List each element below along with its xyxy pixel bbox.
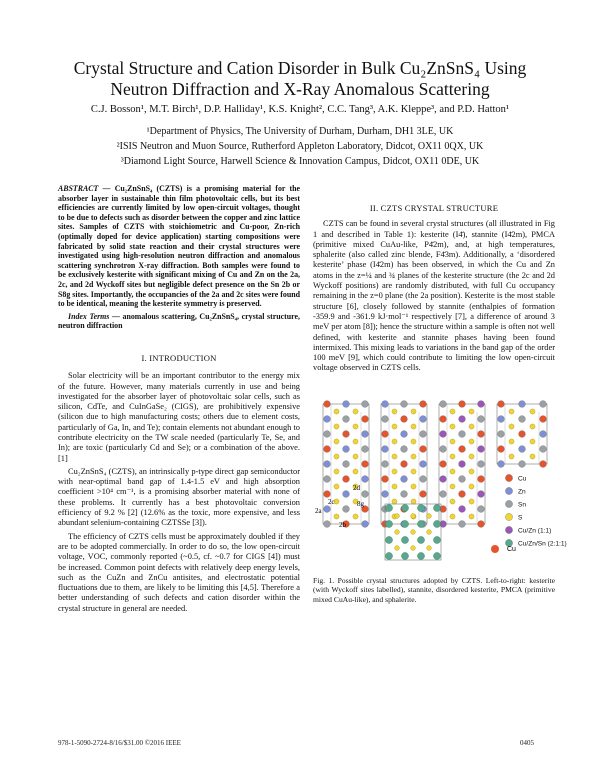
cation-atom bbox=[498, 461, 505, 468]
cation-atom bbox=[440, 431, 447, 438]
sulfur-atom bbox=[411, 514, 416, 519]
cation-atom bbox=[420, 461, 427, 468]
cation-atom bbox=[420, 446, 427, 453]
mixed-cation-atom bbox=[417, 504, 424, 511]
cation-atom bbox=[401, 446, 408, 453]
cation-atom bbox=[362, 446, 369, 453]
mixed-cation-atom bbox=[385, 536, 392, 543]
cation-atom bbox=[440, 446, 447, 453]
sulfur-atom bbox=[450, 439, 455, 444]
sulfur-atom bbox=[353, 514, 358, 519]
legend-label: Cu/Zn/Sn (2:1:1) bbox=[518, 540, 567, 548]
cation-atom bbox=[324, 416, 331, 423]
cation-atom bbox=[478, 446, 485, 453]
cation-atom bbox=[362, 491, 369, 498]
legend-label: S bbox=[518, 514, 523, 522]
figure-caption: Fig. 1. Possible crystal structures adopted by CZTS. Left-to-right: kesterite (with Wyckoff sites labelled), stannite, disordered kesterite, PMCA (primitive mixed CuAu-like), and sphalerite. bbox=[313, 576, 555, 604]
abstract bbox=[58, 184, 300, 309]
cation-atom bbox=[459, 521, 466, 528]
mixed-cation-atom bbox=[385, 520, 392, 527]
cation-atom bbox=[324, 521, 331, 528]
mixed-cation-atom bbox=[401, 552, 408, 559]
mixed-cation-atom bbox=[385, 504, 392, 511]
intro-paragraph-3: The efficiency of CZTS cells must be approximately doubled if they are to be adopted commercially. In order to do so, the low open-circuit voltage, VOC, commonly reported (~0.5, cf. ~0.7 for CIGS [4]) must be increased. Common point defects with relatively deep energy levels, such as the CuZn and ZnCu antisites, and electrostatic potential fluctuations due to them, are likely to be limiting this [4,5]. Therefore a better understanding of such defects and cation disorder within the crystal structure in general are needed. bbox=[58, 531, 300, 613]
cation-atom bbox=[478, 476, 485, 483]
sulfur-atom bbox=[334, 424, 339, 429]
legend-swatch bbox=[505, 513, 512, 520]
sulfur-atom bbox=[530, 454, 535, 459]
sulfur-atom bbox=[334, 484, 339, 489]
sulfur-atom bbox=[450, 424, 455, 429]
cation-atom bbox=[478, 491, 485, 498]
mixed-cation-atom bbox=[401, 520, 408, 527]
cation-atom bbox=[420, 491, 427, 498]
cation-atom bbox=[459, 491, 466, 498]
cation-atom bbox=[498, 446, 505, 453]
legend-label: Sn bbox=[518, 501, 527, 509]
cation-atom bbox=[324, 491, 331, 498]
cation-atom bbox=[324, 401, 331, 408]
cation-atom bbox=[324, 506, 331, 513]
sulfur-atom bbox=[353, 424, 358, 429]
sulfur-atom bbox=[395, 546, 400, 551]
mixed-cation-atom bbox=[433, 552, 440, 559]
cation-atom bbox=[343, 461, 350, 468]
cation-atom bbox=[478, 506, 485, 513]
cation-atom bbox=[362, 416, 369, 423]
site-label-2a: 2a bbox=[315, 507, 322, 515]
right-column bbox=[313, 203, 555, 377]
sulfur-atom bbox=[469, 409, 474, 414]
sulfur-atom bbox=[530, 409, 535, 414]
sulfur-atom bbox=[469, 424, 474, 429]
abstract-lead: ABSTRACT — bbox=[58, 184, 111, 193]
cation-atom bbox=[343, 491, 350, 498]
sulfur-atom bbox=[411, 546, 416, 551]
cation-atom bbox=[440, 416, 447, 423]
cation-atom bbox=[382, 461, 389, 468]
cation-atom bbox=[324, 446, 331, 453]
cation-atom bbox=[324, 431, 331, 438]
sulfur-atom bbox=[334, 469, 339, 474]
cation-atom bbox=[519, 461, 526, 468]
cation-atom bbox=[382, 491, 389, 498]
footer-page-number: 0405 bbox=[520, 739, 534, 747]
sulfur-atom bbox=[427, 530, 432, 535]
sulfur-atom bbox=[450, 514, 455, 519]
cation-atom bbox=[540, 446, 547, 453]
legend-label: Cu/Zn (1:1) bbox=[518, 527, 552, 535]
affiliation-3: ³Diamond Light Source, Harwell Science & Innovation Campus, Didcot, OX11 0DE, UK bbox=[120, 156, 480, 167]
site-label-8g: 8g bbox=[357, 500, 364, 508]
cation-atom bbox=[401, 431, 408, 438]
sulfur-atom bbox=[450, 454, 455, 459]
index-terms-lead: Index Terms — bbox=[68, 311, 120, 321]
site-labels bbox=[315, 484, 365, 529]
affiliation-2: ²ISIS Neutron and Muon Source, Rutherford Appleton Laboratory, Didcot, OX11 0QX, UK bbox=[116, 141, 484, 152]
cation-atom bbox=[440, 506, 447, 513]
sulfur-atom bbox=[450, 499, 455, 504]
cation-atom bbox=[498, 401, 505, 408]
mixed-cation-atom bbox=[433, 520, 440, 527]
sulfur-atom bbox=[509, 454, 514, 459]
cation-atom bbox=[478, 461, 485, 468]
mixed-cation-atom bbox=[433, 504, 440, 511]
site-label-2d: 2d bbox=[353, 484, 360, 492]
sulfur-atom bbox=[530, 424, 535, 429]
cation-atom bbox=[459, 416, 466, 423]
sulfur-atom bbox=[334, 409, 339, 414]
cation-atom bbox=[459, 446, 466, 453]
cation-atom bbox=[498, 416, 505, 423]
cation-atom bbox=[362, 461, 369, 468]
cation-atom bbox=[519, 416, 526, 423]
cation-atom bbox=[420, 416, 427, 423]
cation-atom bbox=[459, 476, 466, 483]
sulfur-atom bbox=[411, 499, 416, 504]
cation-atom bbox=[343, 476, 350, 483]
cation-atom bbox=[440, 461, 447, 468]
cation-atom bbox=[540, 431, 547, 438]
sulfur-atom bbox=[395, 514, 400, 519]
cation-atom bbox=[382, 416, 389, 423]
cation-atom bbox=[478, 521, 485, 528]
cation-atom bbox=[459, 461, 466, 468]
sulfur-atom bbox=[509, 424, 514, 429]
cation-atom bbox=[440, 491, 447, 498]
sulfur-atom bbox=[353, 469, 358, 474]
sulfur-atom bbox=[469, 454, 474, 459]
cation-atom bbox=[478, 416, 485, 423]
cation-atom bbox=[324, 461, 331, 468]
legend-swatch bbox=[505, 474, 512, 481]
cation-atom bbox=[459, 401, 466, 408]
site-label-2b: 2b bbox=[339, 521, 346, 529]
sulfur-atom bbox=[411, 484, 416, 489]
sulfur-atom bbox=[334, 514, 339, 519]
mixed-cation-atom bbox=[433, 536, 440, 543]
cation-atom bbox=[401, 401, 408, 408]
cation-atom bbox=[459, 506, 466, 513]
mixed-cation-atom bbox=[417, 552, 424, 559]
cation-atom bbox=[420, 431, 427, 438]
legend-swatch bbox=[505, 500, 512, 507]
sulfur-atom bbox=[334, 499, 339, 504]
mixed-cation-atom bbox=[385, 552, 392, 559]
cation-atom bbox=[540, 461, 547, 468]
mixed-cation-atom bbox=[417, 520, 424, 527]
cation-atom bbox=[343, 401, 350, 408]
cation-atom bbox=[459, 431, 466, 438]
cation-atom bbox=[519, 446, 526, 453]
cation-atom bbox=[420, 401, 427, 408]
sulfur-atom bbox=[427, 546, 432, 551]
sulfur-atom bbox=[392, 454, 397, 459]
cation-atom bbox=[440, 401, 447, 408]
cation-atom bbox=[478, 431, 485, 438]
sulfur-atom bbox=[392, 499, 397, 504]
affiliation-1: ¹Department of Physics, The University of Durham, Durham, DH1 3LE, UK bbox=[146, 126, 454, 137]
structure-paragraph: CZTS can be found in several crystal structures (all illustrated in Fig 1 and described in Table 1): kesterite (I4̄), stannite (I4̄2m), PMCA (primitive mixed CuAu-like, P4̄2m), and, at high temperatures, sphalerite (also called zinc blende, F4̄3m). Additionally, a ‘disordered kesterite’ phase (I4̄2m) has been observed, in which the Cu and Zn atoms in the z=¼ and ¾ planes of the kesterite structure (the 2c and 2d Wyckoff positions) are randomly distributed, with full Cu occupancy remaining in the z=0 plane (the 2a position). Kesterite is the most stable structure [6], closely followed by stannite (enthalpies of formation -359.9 and -361.9 kJ·mol⁻¹ respectively [7], a difference of around 3 meV per atom [8]); hence the structure within a sample is often not well defined, with kesterite and stannite phases having been found intermixed. This mixing leads to variations in the band gap of the order 100 meV [9], which could contribute to limiting the low open-circuit voltage observed in CZTS cells. bbox=[313, 219, 555, 373]
sulfur-atom bbox=[469, 469, 474, 474]
sulfur-atom bbox=[392, 484, 397, 489]
sulfur-atom bbox=[450, 409, 455, 414]
sulfur-atom bbox=[411, 469, 416, 474]
legend-overflow-spacer bbox=[485, 538, 560, 568]
cation-atom bbox=[343, 416, 350, 423]
intro-paragraph-2: Cu₂ZnSnS₄ (CZTS), an intrinsically p-type direct gap semiconductor with near-optimal band gap of 1.4-1.5 eV and high absorption coefficient >10⁴ cm⁻¹, is a promising absorber material with none of these problems. It currently has a best photovoltaic conversion efficiency of 9.2 % [2] (12.6% as the toxic, more expensive, and less abundant selenium-containing CZTSSe [3]). bbox=[58, 466, 300, 528]
index-terms bbox=[58, 312, 300, 331]
legend-label: Zn bbox=[518, 488, 526, 496]
sulfur-atom bbox=[353, 439, 358, 444]
cation-atom bbox=[382, 446, 389, 453]
sulfur-atom bbox=[411, 530, 416, 535]
sulfur-atom bbox=[427, 514, 432, 519]
cation-atom bbox=[362, 401, 369, 408]
cation-atom bbox=[382, 476, 389, 483]
cation-atom bbox=[382, 401, 389, 408]
structure-models bbox=[323, 401, 567, 560]
cation-atom bbox=[540, 416, 547, 423]
sulfur-atom bbox=[450, 484, 455, 489]
sulfur-atom bbox=[469, 439, 474, 444]
sulfur-atom bbox=[395, 530, 400, 535]
sulfur-atom bbox=[411, 439, 416, 444]
cation-atom bbox=[401, 476, 408, 483]
footer-isbn: 978-1-5090-2724-8/16/$31.00 ©2016 IEEE bbox=[58, 739, 181, 747]
cation-atom bbox=[324, 476, 331, 483]
sulfur-atom bbox=[411, 409, 416, 414]
cation-atom bbox=[519, 401, 526, 408]
mixed-cation-atom bbox=[417, 536, 424, 543]
sulfur-atom bbox=[392, 424, 397, 429]
cation-atom bbox=[401, 491, 408, 498]
cation-atom bbox=[362, 476, 369, 483]
sulfur-atom bbox=[392, 439, 397, 444]
cation-atom bbox=[540, 401, 547, 408]
sulfur-atom bbox=[469, 484, 474, 489]
sulfur-atom bbox=[392, 409, 397, 414]
cation-atom bbox=[343, 431, 350, 438]
cation-atom bbox=[519, 431, 526, 438]
cation-atom bbox=[362, 431, 369, 438]
sulfur-atom bbox=[411, 424, 416, 429]
cation-atom bbox=[498, 431, 505, 438]
sulfur-atom bbox=[509, 439, 514, 444]
legend-label: Cu bbox=[518, 475, 527, 483]
title-line-2: Neutron Diffraction and X-Ray Anomalous Scattering bbox=[110, 79, 490, 99]
cation-atom bbox=[440, 476, 447, 483]
cation-atom bbox=[401, 461, 408, 468]
sulfur-atom bbox=[411, 454, 416, 459]
author-list: C.J. Bosson¹, M.T. Birch¹, D.P. Halliday¹, K.S. Knight², C.C. Tang³, A.K. Kleppe³, and P.D. Hatton¹ bbox=[90, 104, 510, 115]
section-heading-crystal-structure: II. CZTS CRYSTAL STRUCTURE bbox=[369, 203, 499, 213]
mixed-cation-atom bbox=[401, 536, 408, 543]
sulfur-atom bbox=[334, 454, 339, 459]
sulfur-atom bbox=[334, 439, 339, 444]
mixed-cation-atom bbox=[401, 504, 408, 511]
section-heading-introduction: I. INTRODUCTION bbox=[141, 352, 217, 363]
sulfur-atom bbox=[469, 514, 474, 519]
legend-swatch bbox=[505, 526, 512, 533]
cation-atom bbox=[478, 401, 485, 408]
index-terms-body: anomalous scattering, Cu₂ZnSnS₄, crystal structure, neutron diffraction bbox=[58, 311, 300, 331]
legend-label-cu: Cu bbox=[507, 546, 516, 553]
intro-paragraph-1: Solar electricity will be an important contributor to the energy mix of the future. However, many materials currently in use and being investigated for the absorber layer of photovoltaic solar cells, such as silicon, CdTe, and CuInGaSe₂ (CIGS), are prohibitively expensive (silicon due to high manufacturing costs; others due to element costs, particularly of Ga, In, and Te); contain elements not abundant enough to contribute electricity on the TW scale needed (particularly Te, Se, and In); are toxic (particularly Cd and Se); or a combination of the above. [1] bbox=[58, 371, 300, 463]
cation-atom bbox=[343, 506, 350, 513]
cation-atom bbox=[382, 431, 389, 438]
cation-atom bbox=[343, 446, 350, 453]
sulfur-atom bbox=[469, 499, 474, 504]
sulfur-atom bbox=[392, 469, 397, 474]
sulfur-atom bbox=[353, 454, 358, 459]
sulfur-atom bbox=[530, 439, 535, 444]
cation-atom bbox=[401, 416, 408, 423]
left-column bbox=[58, 184, 300, 617]
sulfur-atom bbox=[353, 409, 358, 414]
cation-atom bbox=[420, 476, 427, 483]
cation-atom bbox=[362, 521, 369, 528]
paper-title bbox=[40, 58, 560, 100]
legend-swatch bbox=[505, 487, 512, 494]
sulfur-atom bbox=[509, 409, 514, 414]
title-line-1: Crystal Structure and Cation Disorder in Bulk Cu₂ZnSnS₄ Using bbox=[73, 58, 527, 78]
abstract-body: Cu₂ZnSnS₄ (CZTS) is a promising material for the absorber layer in sustainable thin film photovoltaic cells, but its best efficiencies are currently limited by low open-circuit voltages, thought to be due to defects such as disorder between the copper and zinc lattice sites. Samples of CZTS with stoichiometric and Cu-poor, Zn-rich (optimally doped for device application) starting compositions were fabricated by solid state reaction and their crystal structures were investigated using high-resolution neutron diffraction and anomalous scattering synchrotron X-ray diffraction. Both samples were found to be exclusively kesterite with significant mixing of Cu and Zn on the 2a, 2c, and 2d Wyckoff sites but negligible defect presence on the Sn 2b or S8g sites. Importantly, the occupancies of the 2a and 2c sites were found to be identical, meaning the kesterite symmetry is preserved. bbox=[58, 184, 300, 309]
site-label-2c: 2c bbox=[328, 498, 335, 506]
sulfur-atom bbox=[450, 469, 455, 474]
